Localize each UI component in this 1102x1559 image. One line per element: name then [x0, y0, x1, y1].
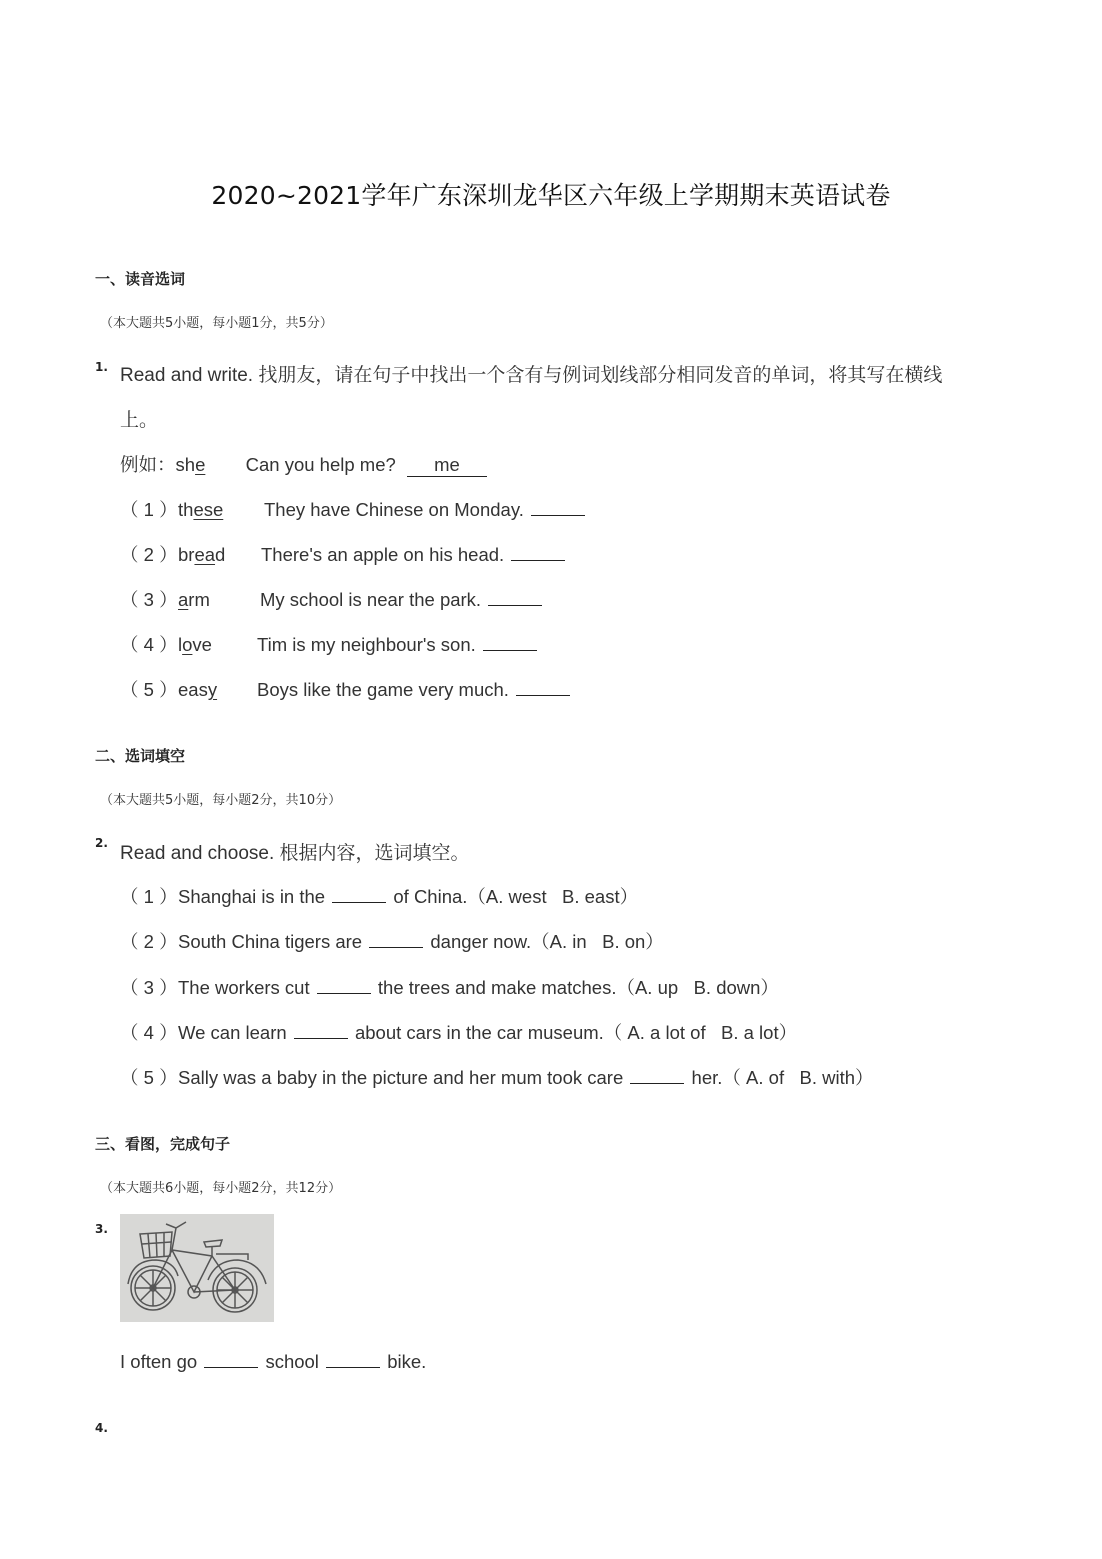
question-number-1: 1.: [95, 360, 108, 374]
item-text-before: The workers cut: [178, 977, 310, 998]
example-sentence: Can you help me?: [245, 454, 396, 475]
question-number-4: 4.: [95, 1421, 108, 1435]
question-number-2: 2.: [95, 836, 108, 850]
example-label: 例如：: [120, 454, 176, 475]
example-word: [176, 454, 206, 476]
sentence-part: school: [265, 1351, 319, 1372]
word-part: l: [178, 634, 183, 655]
q2-item-5: [120, 1064, 874, 1090]
q2-instruction: Read and choose. 根据内容，选词填空。: [120, 843, 470, 864]
word-underlined: o: [182, 634, 193, 655]
section-heading-2: 二、选词填空: [95, 747, 186, 765]
section-heading-1: 一、读音选词: [95, 270, 186, 288]
answer-blank[interactable]: [531, 497, 585, 516]
bicycle-illustration: [120, 1214, 274, 1322]
item-word: [178, 544, 261, 566]
section-note-1: （本大题共5小题，每小题1分，共5分）: [100, 316, 333, 331]
word-underlined: y: [207, 679, 218, 700]
item-text-after: about cars in the car museum.（ A. a lot of B. a lot）: [354, 1022, 798, 1043]
item-index: （ 1 ）: [120, 499, 178, 520]
item-index: （ 5 ）: [120, 679, 178, 700]
word-underlined: ea: [194, 544, 216, 565]
sentence-part: I often go: [120, 1351, 198, 1372]
section-note-2: （本大题共5小题，每小题2分，共10分）: [100, 793, 342, 808]
q2-item-2: [120, 928, 664, 954]
example-answer: me: [407, 454, 487, 477]
item-text-after: the trees and make matches.（A. up B. down）: [377, 977, 779, 998]
page-title: 2020~2021学年广东深圳龙华区六年级上学期期末英语试卷: [211, 181, 891, 210]
item-index: （ 1 ）: [120, 886, 178, 907]
q1-item-4: [120, 631, 539, 657]
item-text-before: South China tigers are: [178, 931, 363, 952]
q2-item-1: [120, 883, 638, 909]
item-index: （ 5 ）: [120, 1067, 178, 1088]
word-part: ve: [192, 634, 212, 655]
item-index: （ 3 ）: [120, 589, 178, 610]
item-text-before: Shanghai is in the: [178, 886, 326, 907]
item-text-after: danger now.（A. in B. on）: [430, 931, 664, 952]
q2-item-4: [120, 1019, 797, 1045]
example-word-underlined: e: [195, 454, 206, 475]
word-underlined: ese: [193, 499, 224, 520]
item-index: （ 3 ）: [120, 977, 178, 998]
item-index: （ 2 ）: [120, 931, 178, 952]
item-text-before: Sally was a baby in the picture and her mum took care: [178, 1067, 624, 1088]
item-text-after: of China.（A. west B. east）: [393, 886, 639, 907]
word-part: br: [178, 544, 195, 565]
answer-blank[interactable]: [516, 677, 570, 696]
word-part: eas: [178, 679, 208, 700]
item-sentence: Tim is my neighbour's son.: [257, 634, 476, 655]
q1-instruction: Read and write. 找朋友，请在句子中找出一个含有与例词划线部分相同发音的单词，将其写在横线: [120, 365, 943, 386]
q3-sentence: [120, 1349, 426, 1373]
word-underlined: a: [178, 589, 189, 610]
answer-blank[interactable]: [630, 1065, 684, 1084]
item-index: （ 4 ）: [120, 634, 178, 655]
q1-instruction-cont: 上。: [120, 410, 159, 431]
item-word: [178, 589, 260, 611]
section-note-3: （本大题共6小题，每小题2分，共12分）: [100, 1181, 342, 1196]
item-sentence: There's an apple on his head.: [261, 544, 505, 565]
answer-blank[interactable]: [326, 1349, 380, 1368]
item-sentence: They have Chinese on Monday.: [264, 499, 524, 520]
item-word: [178, 679, 257, 701]
item-sentence: Boys like the game very much.: [257, 679, 509, 700]
question-number-3: 3.: [95, 1222, 108, 1236]
item-index: （ 2 ）: [120, 544, 178, 565]
answer-blank[interactable]: [332, 884, 386, 903]
item-word: [178, 499, 264, 521]
q1-item-3: [120, 586, 544, 612]
item-sentence: My school is near the park.: [260, 589, 482, 610]
q1-example: [120, 451, 487, 477]
q1-item-2: [120, 541, 567, 567]
example-word-part: sh: [175, 454, 196, 475]
q1-item-1: [120, 496, 587, 522]
answer-blank[interactable]: [511, 542, 565, 561]
word-part: rm: [188, 589, 210, 610]
answer-blank[interactable]: [369, 929, 423, 948]
word-part: d: [215, 544, 226, 565]
section-heading-3: 三、看图，完成句子: [95, 1135, 231, 1153]
answer-blank[interactable]: [488, 587, 542, 606]
item-index: （ 4 ）: [120, 1022, 178, 1043]
item-text-after: her.（ A. of B. with）: [691, 1067, 874, 1088]
answer-blank[interactable]: [204, 1349, 258, 1368]
answer-blank[interactable]: [317, 975, 371, 994]
q2-item-3: [120, 974, 779, 1000]
answer-blank[interactable]: [483, 632, 537, 651]
bicycle-icon: [120, 1214, 274, 1322]
word-part: th: [178, 499, 194, 520]
answer-blank[interactable]: [294, 1020, 348, 1039]
item-word: [178, 634, 257, 656]
item-text-before: We can learn: [178, 1022, 287, 1043]
sentence-part: bike.: [387, 1351, 427, 1372]
q1-item-5: [120, 676, 572, 702]
